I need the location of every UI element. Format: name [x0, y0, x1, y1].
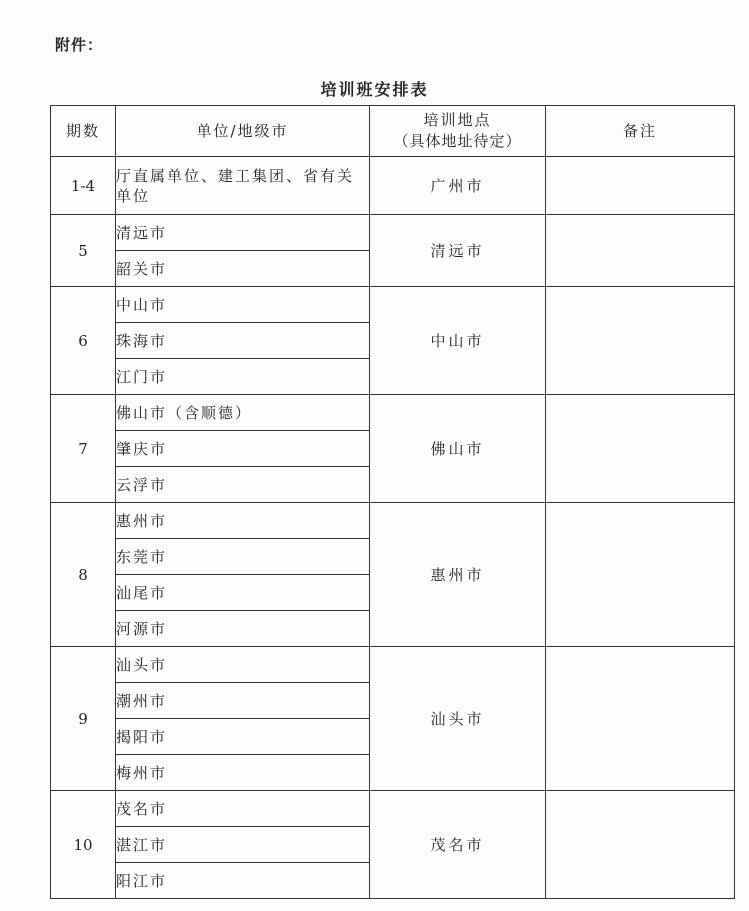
unit-cell: 清远市 — [116, 215, 370, 251]
table-row — [51, 503, 735, 539]
unit-cell: 东莞市 — [116, 539, 370, 575]
unit-cell: 湛江市 — [116, 827, 370, 863]
unit-cell: 佛山市（含顺德） — [116, 395, 370, 431]
note-cell — [546, 157, 735, 215]
period-cell: 10 — [51, 791, 116, 899]
unit-cell: 厅直属单位、建工集团、省有关单位 — [116, 157, 370, 215]
header-location-line2: （具体地址待定） — [393, 132, 522, 150]
table-title: 培训班安排表 — [320, 80, 429, 99]
unit-cell: 惠州市 — [116, 503, 370, 539]
location-cell: 惠州市 — [370, 503, 546, 647]
note-cell — [546, 503, 735, 647]
unit-cell: 梅州市 — [116, 755, 370, 791]
table-row — [51, 287, 735, 323]
location-cell: 清远市 — [370, 215, 546, 287]
note-cell — [546, 791, 735, 899]
period-cell: 5 — [51, 215, 116, 287]
unit-cell: 肇庆市 — [116, 431, 370, 467]
note-cell — [546, 215, 735, 287]
table-row — [51, 791, 735, 827]
period-cell: 7 — [51, 395, 116, 503]
table-row — [51, 215, 735, 251]
unit-cell: 中山市 — [116, 287, 370, 323]
unit-cell: 江门市 — [116, 359, 370, 395]
unit-cell: 珠海市 — [116, 323, 370, 359]
period-cell: 8 — [51, 503, 116, 647]
unit-cell: 云浮市 — [116, 467, 370, 503]
note-cell — [546, 287, 735, 395]
schedule-body — [51, 157, 735, 899]
location-cell: 中山市 — [370, 287, 546, 395]
table-row — [51, 157, 735, 215]
header-location — [370, 106, 546, 157]
header-row — [51, 106, 735, 157]
header-location-line1: 培训地点 — [423, 111, 492, 129]
attachment-label: 附件： — [55, 36, 104, 54]
note-cell — [546, 647, 735, 791]
header-note: 备注 — [546, 106, 735, 157]
table-row — [51, 395, 735, 431]
location-cell: 汕头市 — [370, 647, 546, 791]
location-cell: 茂名市 — [370, 791, 546, 899]
period-cell: 1-4 — [51, 157, 116, 215]
unit-cell: 揭阳市 — [116, 719, 370, 755]
location-cell: 佛山市 — [370, 395, 546, 503]
header-unit: 单位/地级市 — [116, 106, 370, 157]
unit-cell: 茂名市 — [116, 791, 370, 827]
note-cell — [546, 395, 735, 503]
unit-cell: 韶关市 — [116, 251, 370, 287]
period-cell: 9 — [51, 647, 116, 791]
unit-cell: 河源市 — [116, 611, 370, 647]
table-row — [51, 647, 735, 683]
location-cell: 广州市 — [370, 157, 546, 215]
unit-cell: 阳江市 — [116, 863, 370, 899]
training-schedule-table — [50, 105, 735, 899]
unit-cell: 汕头市 — [116, 647, 370, 683]
unit-cell: 汕尾市 — [116, 575, 370, 611]
period-cell: 6 — [51, 287, 116, 395]
header-period: 期数 — [51, 106, 116, 157]
unit-cell: 潮州市 — [116, 683, 370, 719]
